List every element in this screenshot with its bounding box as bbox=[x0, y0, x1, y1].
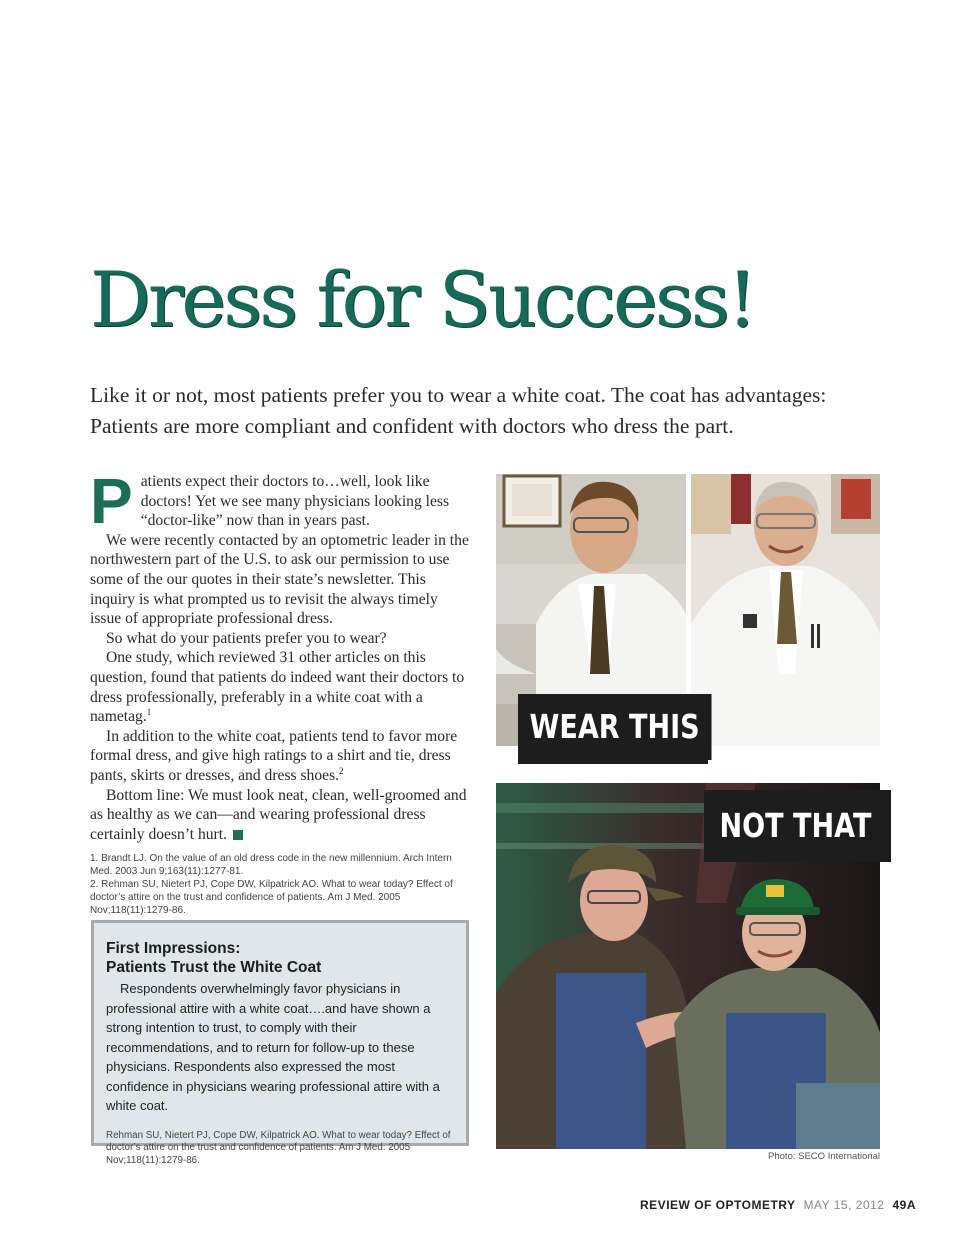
photo-doctor-right bbox=[691, 474, 880, 746]
article-title: Dress for Success! bbox=[90, 255, 755, 344]
not-that-label: NOT THAT bbox=[708, 793, 883, 859]
page-footer bbox=[640, 1198, 916, 1212]
paragraph-2: We were recently contacted by an optometric leader in the northwestern part of the U.S. to ask our permission to use some of the our quotes in their state’s newsletter. This inquiry is what prompted us to revisit the always timely issue of appropriate professional dress. bbox=[90, 531, 469, 628]
wear-this-label: WEAR THIS bbox=[518, 694, 711, 760]
sidebar-heading: First Impressions: Patients Trust the White Coat bbox=[106, 940, 322, 976]
sidebar-body: Respondents overwhelmingly favor physicians in professional attire with a white coat….and have shown a strong intention to trust, to comply with their recommendations, and to return for follow-up to these physicians. Respondents also expressed the most confidence in physicians wearing professional attire with a white coat. bbox=[106, 981, 440, 1113]
footnote-ref-1: 1 bbox=[146, 706, 152, 717]
paragraph-6: Bottom line: We must look neat, clean, well-groomed and as healthy as we can—and wearing professional dress certainly doesn’t hurt. bbox=[90, 786, 467, 843]
article-body bbox=[90, 465, 470, 844]
end-mark-icon bbox=[233, 830, 243, 840]
reference-2: 2. Rehman SU, Nietert PJ, Cope DW, Kilpatrick AO. What to wear today? Effect of doctor’s attire on the trust and confidence of patients. Am J Med. 2005 Nov;118(11):1279-86. bbox=[90, 879, 453, 916]
sidebar-box bbox=[91, 920, 469, 1166]
doctor-right-illustration bbox=[691, 474, 880, 746]
reference-1: 1. Brandt LJ. On the value of an old dress code in the new millennium. Arch Intern Med. 2003 Jun 9;163(11):1277-81. bbox=[90, 853, 452, 877]
issue-date: MAY 15, 2012 bbox=[803, 1198, 885, 1212]
paragraph-5: In addition to the white coat, patients tend to favor more formal dress, and give high ratings to a shirt and tie, dress pants, skirts or dresses, and dress shoes.$^2$ bbox=[90, 727, 458, 784]
drop-cap: P bbox=[90, 465, 133, 537]
footnote-ref-2: 2 bbox=[339, 765, 344, 776]
page-number: 49A bbox=[892, 1198, 916, 1212]
article-deck: Like it or not, most patients prefer you to wear a white coat. The coat has advantages: Patients are more compliant and confident with doctors who dress the part. bbox=[90, 383, 827, 438]
publication-name: REVIEW OF OPTOMETRY bbox=[640, 1198, 796, 1212]
lead-paragraph bbox=[90, 465, 470, 537]
photo-credit: Photo: SECO International bbox=[768, 1151, 880, 1162]
references bbox=[90, 852, 475, 917]
paragraph-4: One study, which reviewed 31 other articles on this question, found that patients do indeed want their doctors to dress professionally, preferably in a white coat with a nametag.$^1$ bbox=[90, 649, 465, 726]
paragraph-3: So what do your patients prefer you to wear? bbox=[106, 629, 387, 647]
paragraph-1: atients expect their doctors to…well, look like doctors! Yet we see many physicians looking less “doctor-like” now than in years past. bbox=[140, 473, 450, 530]
sidebar-citation: Rehman SU, Nietert PJ, Cope DW, Kilpatrick AO. What to wear today? Effect of doctor’s attire on the trust and confidence of patients. Am J Med. 2005 Nov;118(11):1279-86. bbox=[106, 1129, 451, 1166]
